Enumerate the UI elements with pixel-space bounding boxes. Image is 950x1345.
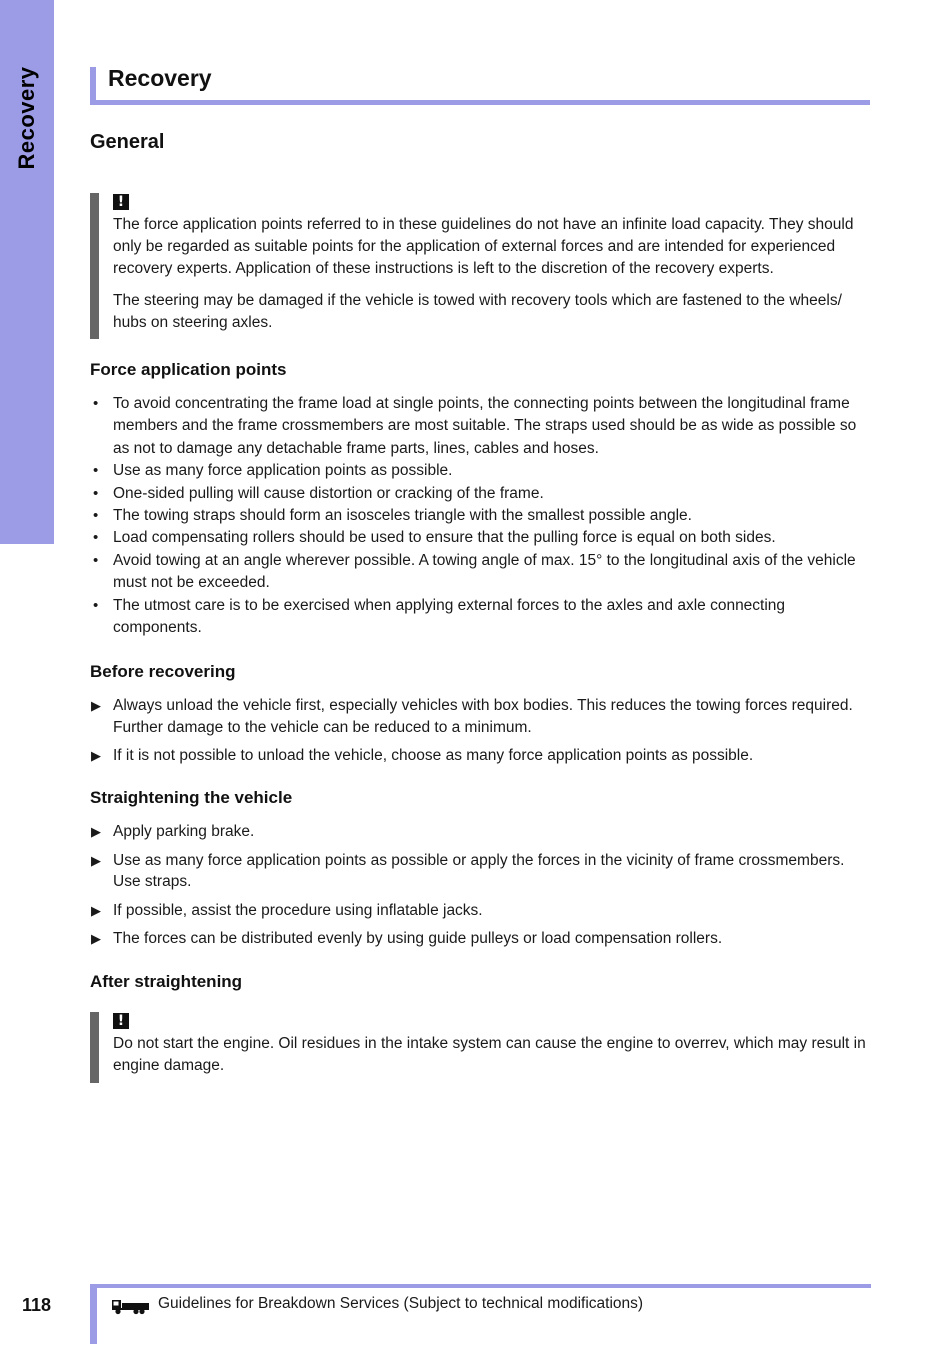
arrow-right-icon: ▶ [91,902,101,918]
before-recovering-steps [90,695,870,774]
list-item: • To avoid concentrating the frame load at single points, the connecting points between the longitudinal frame members and the frame crossmembers are most suitable. The straps used should be as wide as possible so as not to damage any detachable frame parts, lines, cables and hoses. [93,395,857,457]
step-item: ▶ Always unload the vehicle first, especially vehicles with box bodies. This reduces the towing forces required. Further damage to the vehicle can be reduced to a minimum. [91,697,853,736]
chapter-header [90,67,870,105]
warning-paragraph: The force application points referred to in these guidelines do not have an infinite load capacity. They should only be regarded as suitable points for the application of external forces and are intended for experienced recovery experts. Application of these instructions is left to the discretion of the recovery experts. [113,216,854,277]
warning-paragraph: The steering may be damaged if the vehicle is towed with recovery tools which are fastened to the wheels/ hubs on steering axles. [113,292,842,331]
step-item: ▶ If it is not possible to unload the vehicle, choose as many force application points as possible. [90,745,870,767]
step-item: ▶ Apply parking brake. [90,821,870,843]
section-title-general: General [90,131,165,153]
exclamation-icon: ! [113,194,129,210]
list-item: • One-sided pulling will cause distortion or cracking of the frame. [93,484,544,502]
footer [90,1284,871,1344]
list-item: • The utmost care is to be exercised when applying external forces to the axles and axle connecting components. [93,596,786,637]
arrow-right-icon: ▶ [91,852,101,868]
warning-box-after-straightening [90,1012,870,1083]
subhead-force-application-points: Force application points [90,360,287,379]
footer-accent-bar [90,1284,97,1344]
page-number: 118 [22,1295,52,1315]
arrow-right-icon: ▶ [91,824,101,839]
list-item: • The towing straps should form an isosceles triangle with the smallest possible angle. [93,507,692,525]
arrow-right-icon: ▶ [91,748,101,763]
subhead-straightening-the-vehicle: Straightening the vehicle [90,788,293,807]
truck-icon [112,1297,150,1315]
step-item: ▶ Use as many force application points as possible or apply the forces in the vicinity of frame crossmembers. Use straps. [91,851,845,890]
warning-box-general [90,193,870,339]
footer-text: Guidelines for Breakdown Services (Subject to technical modifications) [158,1295,644,1312]
force-points-list [90,393,870,639]
side-tab [0,0,54,544]
warning-paragraph: Do not start the engine. Oil residues in the intake system can cause the engine to overrev, which may result in engine damage. [113,1035,866,1074]
header-underline [90,100,870,105]
list-item: • Load compensating rollers should be used to ensure that the pulling force is equal on both sides. [93,529,776,547]
straightening-steps [90,821,870,957]
footer-rule [90,1284,871,1288]
arrow-right-icon: ▶ [91,931,101,946]
arrow-right-icon: ▶ [91,698,101,713]
exclamation-icon: ! [113,1013,129,1029]
list-item: • Use as many force application points as possible. [93,462,453,480]
subhead-after-straightening: After straightening [90,972,243,991]
list-item: • Avoid towing at an angle wherever possible. A towing angle of max. 15° to the longitudinal axis of the vehicle must not be exceeded. [93,551,856,592]
chapter-title: Recovery [108,65,212,91]
subhead-before-recovering: Before recovering [90,662,236,681]
step-item: ▶ If possible, assist the procedure using inflatable jacks. [90,900,870,922]
side-tab-label: Recovery [14,66,39,170]
step-item: ▶ The forces can be distributed evenly by using guide pulleys or load compensation rollers. [90,928,870,950]
